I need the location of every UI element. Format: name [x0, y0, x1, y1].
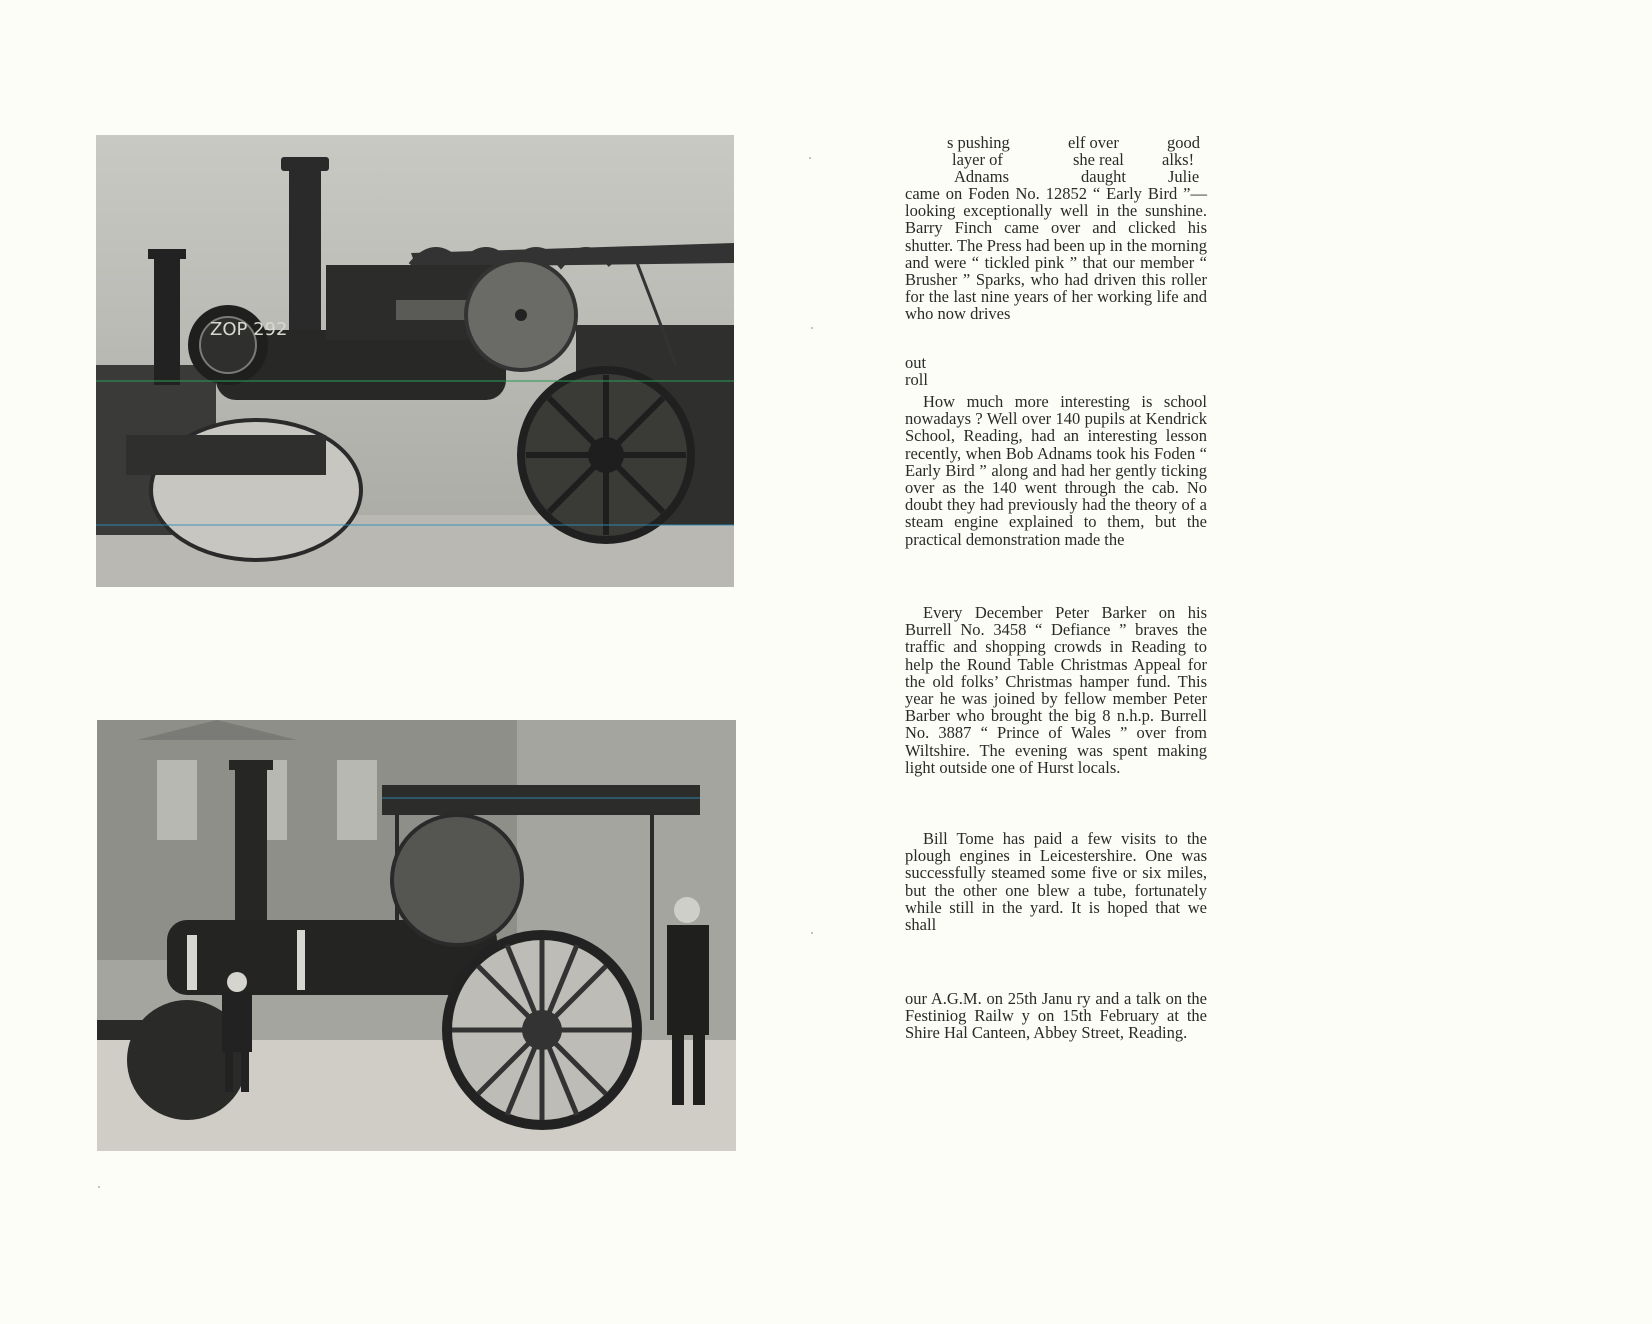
fragment-row3-c: Julie — [1168, 167, 1200, 186]
paragraph-december-defiance — [905, 604, 1207, 776]
paragraph-kendrick-school — [905, 393, 1207, 548]
fragment-row2-a: layer of — [952, 150, 1003, 169]
scan-speck — [809, 157, 811, 159]
paragraph-plough-engines — [905, 830, 1207, 933]
steam-roller-illustration-top — [96, 135, 734, 587]
scan-speck — [811, 327, 813, 329]
steam-roller-photo-bottom — [97, 720, 736, 1151]
fragment-row3-b: daught — [1081, 167, 1126, 186]
fragment-row2-c: alks! — [1162, 150, 1195, 169]
paragraph-early-bird-text: came on Foden No. 12852 “ Early Bird ”—looking exceptionally well in the sunshine. Barry Finch came over and clicked his shutter. The Press had been up in the morning and were “ tickled pink ” that our member “ Brusher ” Sparks, who had driven this roller for the last nine years of her working life and who now drives — [905, 184, 1207, 324]
steam-roller-illustration-bottom — [97, 720, 736, 1151]
scan-speck — [811, 932, 813, 934]
paragraph-agm-notice-text: our A.G.M. on 25th Janu ry and a talk on the Festiniog Railw y on 15th February at the Shire Hal Canteen, Abbey Street, Reading. — [905, 989, 1207, 1043]
fragment-row1-a: s pushing — [947, 133, 1010, 152]
fragment-row2-b: she real — [1073, 150, 1124, 169]
number-plate-text: ZOP 292 — [210, 319, 288, 340]
fragment-row3-a: Adnams — [954, 167, 1009, 186]
paragraph-december-defiance-text: Every December Peter Barker on his Burrell No. 3458 “ Defiance ” braves the traffic and shopping crowds in Reading to help the Round Table Christmas Appeal for the old folks’ Christmas hamper fund. This year he was joined by fellow member Peter Barber who brought the big 8 n.h.p. Burrell No. 3887 “ Prince of Wales ” over from Wiltshire. The evening was spent making light outside one of Hurst locals. — [905, 603, 1207, 777]
fragment-row1-b: elf over — [1068, 133, 1119, 152]
fragment-roll: roll — [905, 370, 928, 389]
scan-speck — [98, 1186, 100, 1188]
paragraph-kendrick-school-text: How much more interesting is school nowadays ? Well over 140 pupils at Kendrick School, Reading, had an interesting lesson recently, when Bob Adnams took his Foden “ Early Bird ” along and had her gently ticking over as the 140 went through the cab. No doubt they had previously had the theory of a steam engine explained to them, but the practical demonstration made the — [905, 392, 1207, 549]
fragment-out: out — [905, 353, 927, 372]
fragment-row1-c: good — [1167, 133, 1200, 152]
paragraph-agm-notice — [905, 990, 1207, 1042]
paragraph-plough-engines-text: Bill Tome has paid a few visits to the plough engines in Leicestershire. One was successfully steamed some five or six miles, but the other one blew a tube, fortunately while still in the yard. It is hoped that we shall — [905, 829, 1207, 935]
paragraph-early-bird — [905, 185, 1207, 323]
steam-roller-photo-top — [96, 135, 734, 587]
